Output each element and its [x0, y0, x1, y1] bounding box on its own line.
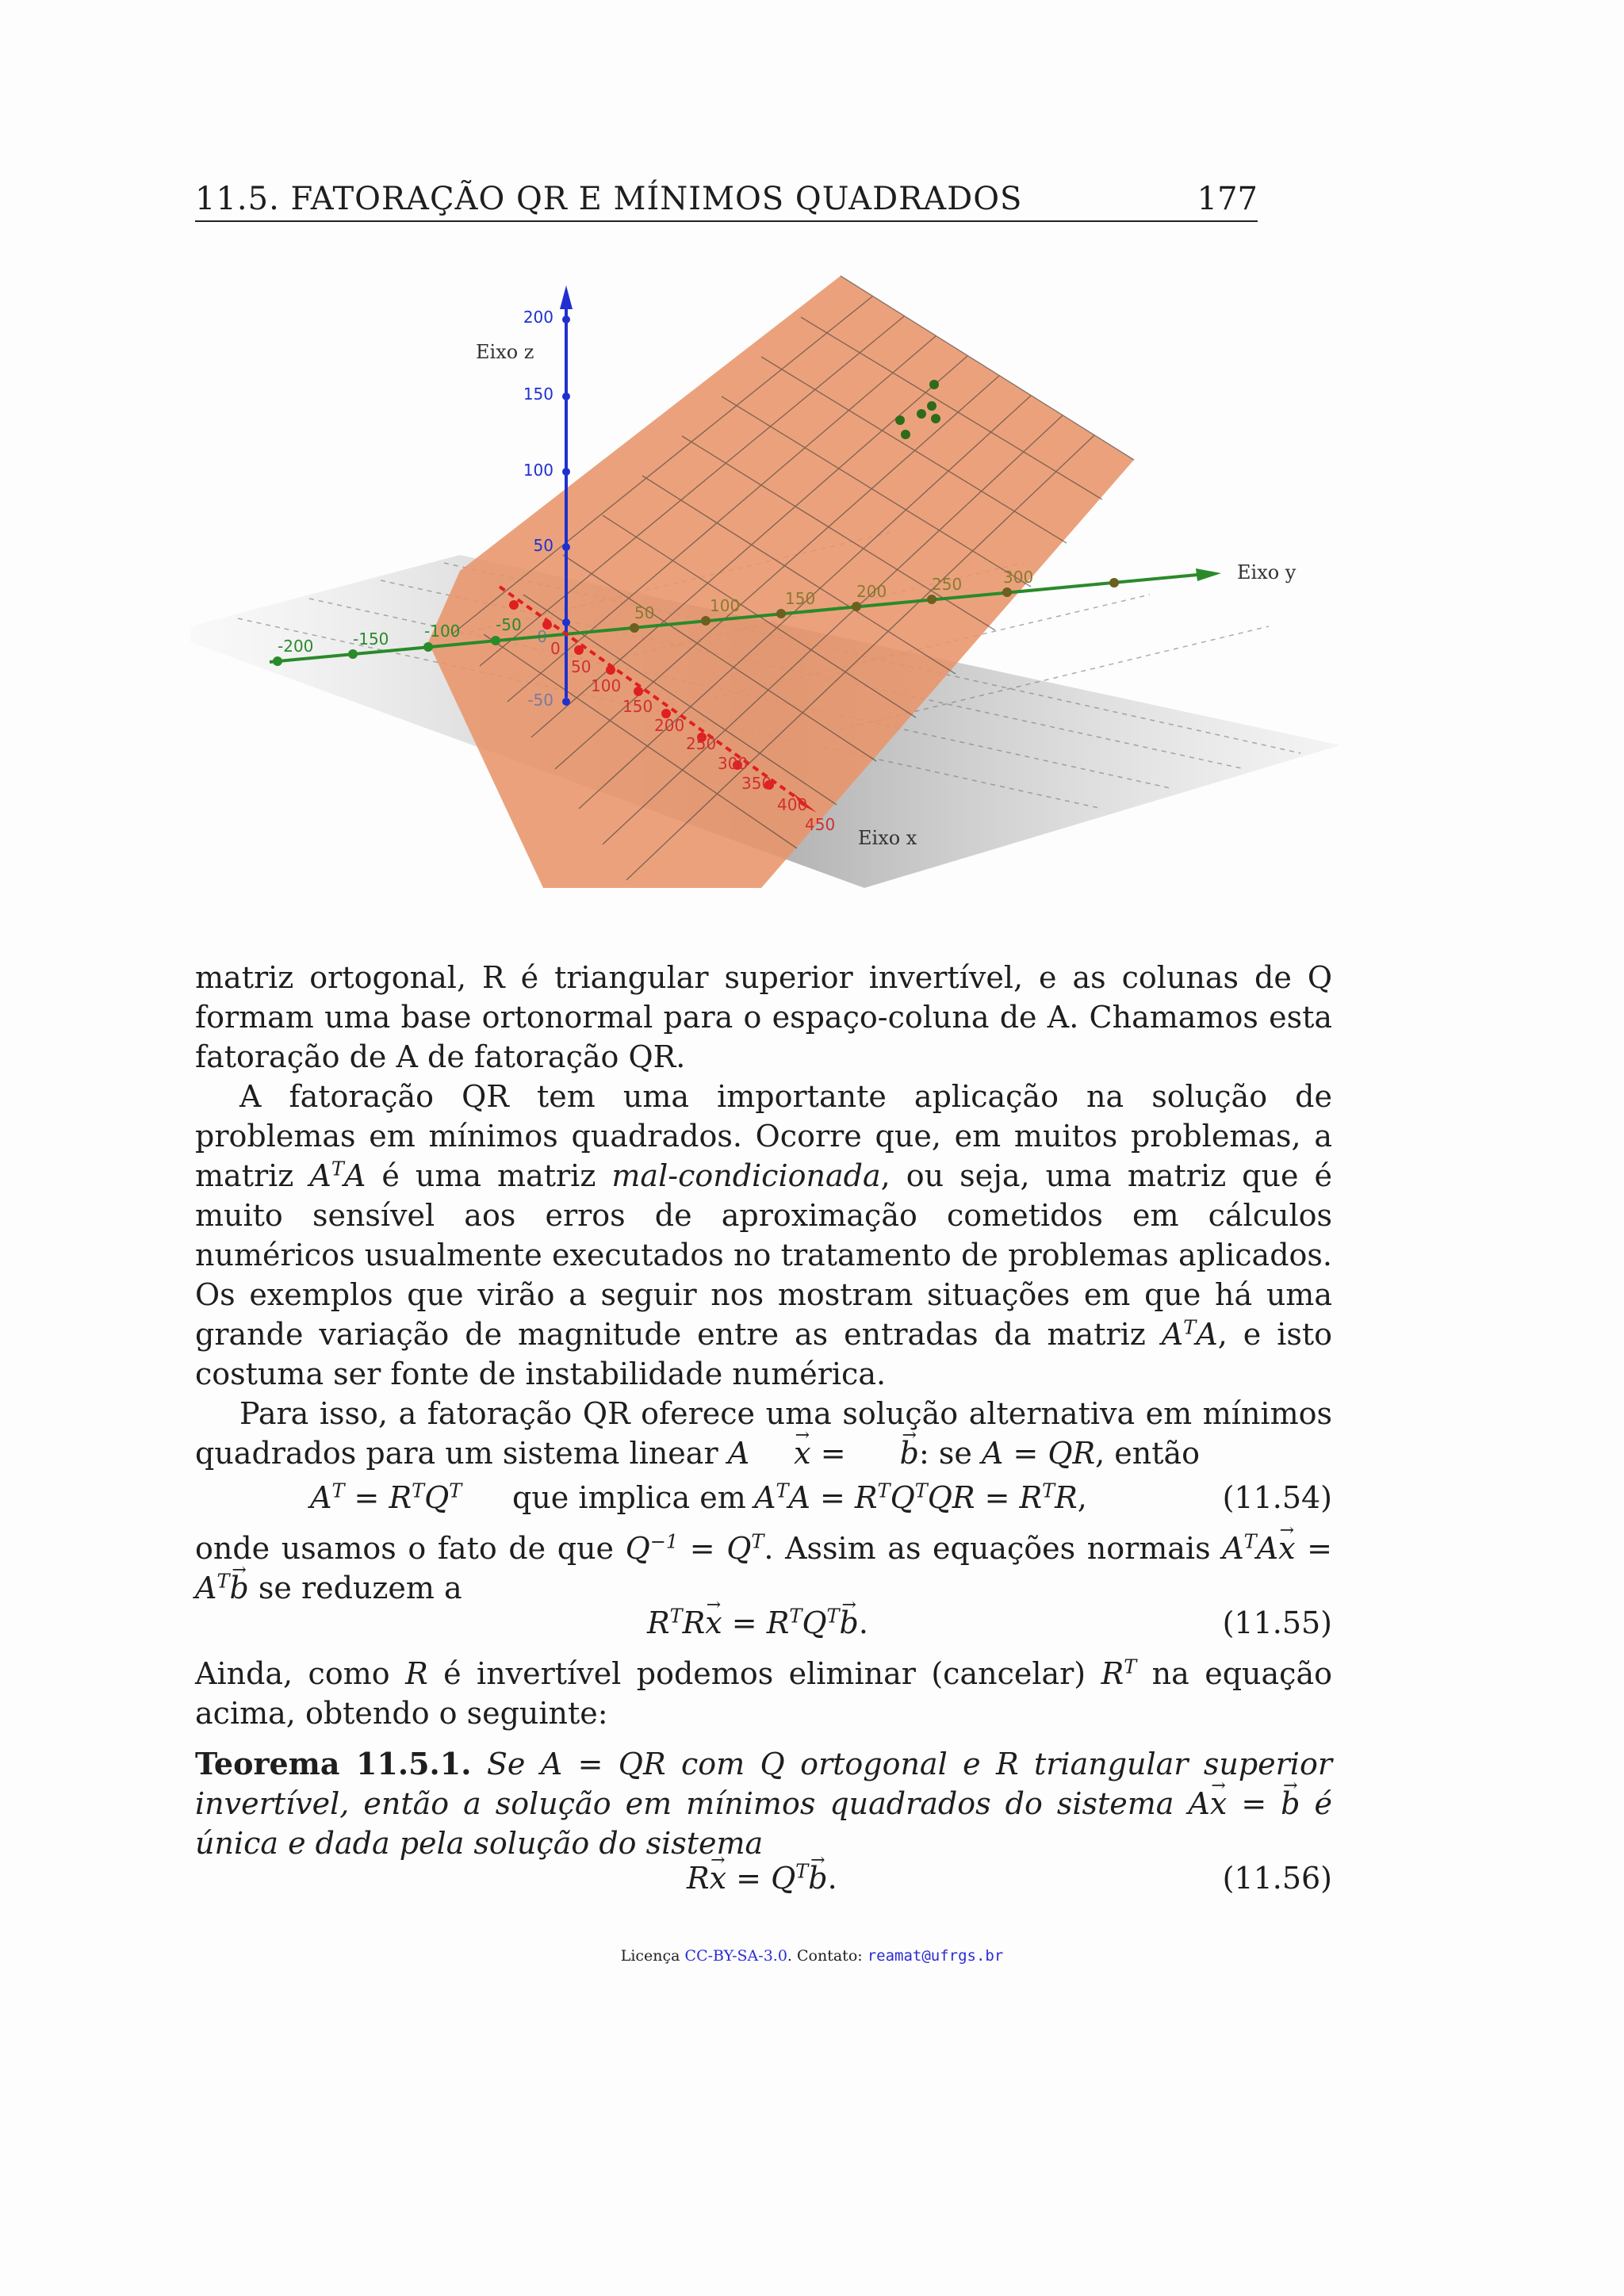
- x-tick: 0: [550, 639, 561, 658]
- equation-number: (11.56): [1222, 1861, 1332, 1896]
- equation-11-55: $R^TR\to x = R^TQ^T\to b$. (11.55): [195, 1603, 1332, 1649]
- x-tick: 300: [718, 754, 749, 773]
- x-tick: 150: [622, 697, 653, 716]
- y-tick: -150: [353, 629, 389, 649]
- paragraph-text: Para isso, a fatoração QR oferece uma solução alternativa em mínimos quadrados para um sistema linear: [195, 1396, 1332, 1471]
- y-tick: 150: [785, 589, 816, 608]
- x-tick: 350: [741, 774, 772, 793]
- paragraph-text: na equação acima, obtendo o seguinte:: [195, 1656, 1332, 1731]
- emphasis-text: mal-condicionada: [611, 1158, 881, 1193]
- x-tick: 100: [591, 676, 622, 695]
- 3d-plot-figure: [190, 270, 1340, 888]
- equation-number: (11.54): [1222, 1480, 1332, 1515]
- paragraph-text: onde usamos o fato de que: [195, 1531, 615, 1566]
- paragraph-text: A fatoração QR tem uma importante aplicação na solução de problemas em mínimos quadrados. Ocorre que, em muitos problemas, a matriz: [195, 1079, 1332, 1193]
- z-tick: 150: [523, 385, 553, 404]
- y-tick: -50: [496, 615, 522, 634]
- theorem-label: Teorema 11.5.1.: [195, 1746, 472, 1781]
- y-tick: -200: [278, 637, 314, 656]
- license-link[interactable]: CC-BY-SA-3.0: [684, 1947, 787, 1965]
- y-tick: 250: [932, 575, 963, 594]
- paragraph: [195, 958, 1332, 1077]
- y-tick: -100: [424, 622, 461, 641]
- paragraph-text: Ainda, como: [195, 1656, 390, 1691]
- theorem-text: com: [680, 1747, 745, 1781]
- theorem: Teorema 11.5.1. Se A = QR com Q ortogonal e R triangular superior invertível, então a solução em mínimos quadrados do sistema A→ x = → b é única e dada pela solução do sistema: [195, 1744, 1332, 1863]
- x-tick: 450: [805, 815, 836, 834]
- y-tick: 50: [634, 603, 655, 622]
- paragraph: onde usamos o fato de que $Q^{-1} = Q^T$. Assim as equações normais $A^TA\to x = A^T\to b$ se reduzem a: [195, 1529, 1332, 1608]
- section-title: 11.5. FATORAÇÃO QR E MÍNIMOS QUADRADOS: [195, 181, 1023, 217]
- theorem-text: é única e dada pela solução do sistema: [195, 1786, 1332, 1861]
- paragraph-text: é uma matriz: [381, 1158, 596, 1193]
- footer-text: . Contato:: [787, 1947, 863, 1965]
- equation-11-54: $A^T = R^TQ^T$ que implica em $A^TA = R^TQ^TQR = R^TR$, (11.54): [195, 1478, 1332, 1524]
- y-tick: 200: [856, 582, 887, 601]
- x-tick: 250: [686, 734, 717, 753]
- z-tick: -50: [527, 691, 553, 710]
- y-tick: 100: [710, 596, 741, 615]
- paragraph: Para isso, a fatoração QR oferece uma solução alternativa em mínimos quadrados para um sistema linear A→ x = → b: se A = QR, então: [195, 1394, 1332, 1473]
- paragraph-text: , ou seja, uma matriz que é muito sensível aos erros de aproximação cometidos em cálculos numéricos usualmente executados no tratamento de problemas aplicados. Os exemplos que virão a seguir nos mostram situações em que há uma grande variação de magnitude entre as entradas da matriz: [195, 1158, 1332, 1352]
- body-text: [195, 958, 1332, 1909]
- paragraph: A fatoração QR tem uma importante aplicação na solução de problemas em mínimos quadrados. Ocorre que, em muitos problemas, a matriz $A^TA$ é uma matriz mal-condicionada, ou seja, uma matriz que é muito sensível aos erros de aproximação cometidos em cálculos numéricos usualmente executados no tratamento de problemas aplicados. Os exemplos que virão a seguir nos mostram situações em que há uma grande variação de magnitude entre as entradas da matriz $A^TA$, e isto costuma ser fonte de instabilidade numérica.: [195, 1079, 1332, 1391]
- paragraph-text: se reduzem a: [258, 1571, 462, 1605]
- page-number: 177: [1197, 181, 1258, 217]
- paragraph-text: matriz ortogonal, R é triangular superior invertível, e as colunas de Q formam uma base ortonormal para o espaço-coluna de A. Chamamos esta fatoração de A de fatoração QR.: [195, 960, 1332, 1074]
- paragraph-text: , e isto costuma ser fonte de instabilidade numérica.: [195, 1317, 1332, 1391]
- x-axis-label: Eixo x: [858, 827, 917, 849]
- z-tick: 200: [523, 308, 553, 327]
- equation-11-56: $R\to x = Q^T\to b$. (11.56): [195, 1858, 1332, 1904]
- z-axis-arrow: [560, 285, 573, 309]
- x-tick: 50: [571, 657, 592, 676]
- theorem-text: triangular superior invertível, então a solução em mínimos quadrados do sistema: [195, 1747, 1333, 1821]
- z-tick: 50: [533, 536, 553, 555]
- contact-email-link[interactable]: reamat@ufrgs.br: [867, 1947, 1004, 1965]
- page-header: [195, 181, 1258, 222]
- equation-text: que implica em: [512, 1480, 746, 1515]
- page-footer: [0, 1947, 1624, 1965]
- equation-number: (11.55): [1222, 1605, 1332, 1640]
- paragraph-text: . Assim as equações normais: [764, 1531, 1211, 1566]
- paragraph-text: é invertível podemos eliminar (cancelar): [443, 1656, 1086, 1691]
- y-axis-arrow: [1196, 568, 1221, 581]
- y-axis-label: Eixo y: [1237, 561, 1297, 584]
- y-tick: 300: [1003, 568, 1034, 587]
- z-tick: 100: [523, 461, 553, 480]
- z-axis-label: Eixo z: [476, 341, 534, 363]
- 3d-plot-svg: [190, 270, 1340, 888]
- footer-text: Licença: [620, 1947, 680, 1965]
- x-tick: 400: [777, 795, 808, 814]
- paragraph-text: : se: [918, 1436, 972, 1471]
- paragraph-text: , então: [1095, 1436, 1201, 1471]
- theorem-text: ortogonal e: [800, 1747, 981, 1781]
- paragraph: Ainda, como R é invertível podemos eliminar (cancelar) $R^T$ na equação acima, obtendo o seguinte:: [195, 1655, 1332, 1731]
- x-tick: 200: [654, 716, 685, 735]
- theorem-text: Se: [486, 1747, 526, 1781]
